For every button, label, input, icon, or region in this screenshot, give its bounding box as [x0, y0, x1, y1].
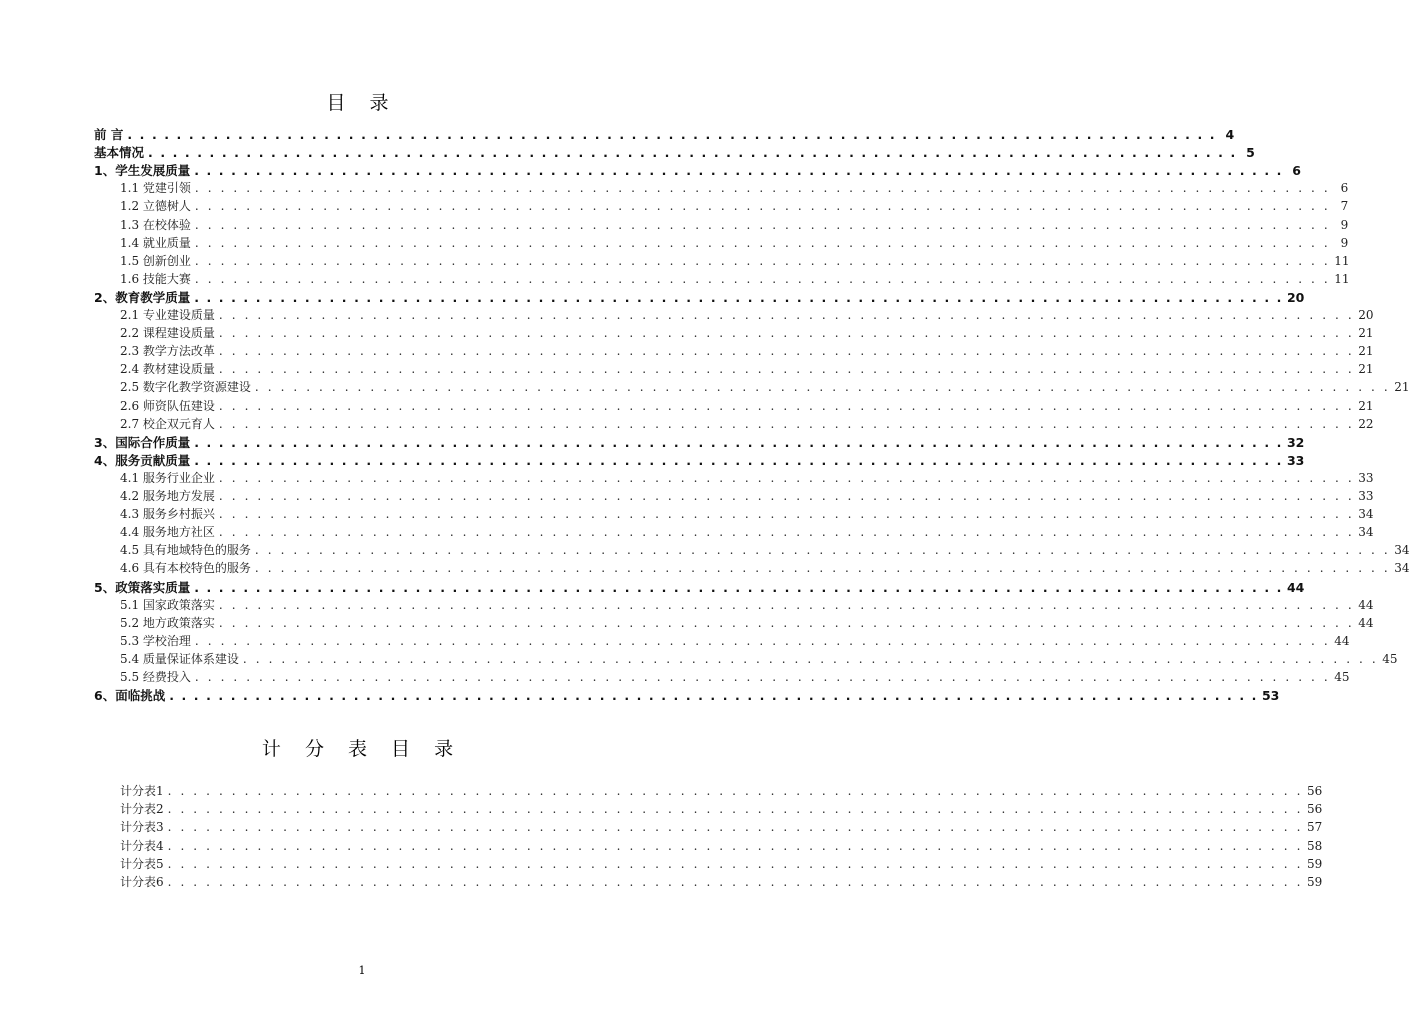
toc-entry-page: 20: [1286, 290, 1305, 305]
toc-entry[interactable]: [120, 596, 1374, 614]
score-toc-entry-label: 计分表3: [120, 820, 164, 834]
toc-entry-page: 20: [1358, 308, 1374, 322]
toc-leader-dots: . . . . . . . . . . . . . . . . . . . . . . . . . . . . . . . . . . . . . . . . . . . . . . . . . . . . . . . . . . . . . . . . . . . . . . . . . . . . . . . . . . . . . . . . .: [194, 453, 1283, 468]
toc-leader-dots: . . . . . . . . . . . . . . . . . . . . . . . . . . . . . . . . . . . . . . . . . . . . . . . . . . . . . . . . . . . . . . . . . . . . . . . . . . . . . . . . . . . . . . . . .: [218, 399, 1355, 413]
toc-leader-dots: . . . . . . . . . . . . . . . . . . . . . . . . . . . . . . . . . . . . . . . . . . . . . . . . . . . . . . . . . . . . . . . . . . . . . . . . . . . . . . . . . . . . . . . . .: [194, 254, 1331, 268]
score-toc-entry-label: 计分表4: [120, 839, 164, 853]
toc-leader-dots: . . . . . . . . . . . . . . . . . . . . . . . . . . . . . . . . . . . . . . . . . . . . . . . . . . . . . . . . . . . . . . . . . . . . . . . . . . . . . . . . . . . . . . . . .: [194, 163, 1283, 178]
toc-leader-dots: . . . . . . . . . . . . . . . . . . . . . . . . . . . . . . . . . . . . . . . . . . . . . . . . . . . . . . . . . . . . . . . . . . . . . . . . . . . . . . . . . . . . . . . . .: [194, 634, 1331, 648]
toc-entry[interactable]: [120, 541, 1410, 559]
toc-leader-dots: . . . . . . . . . . . . . . . . . . . . . . . . . . . . . . . . . . . . . . . . . . . . . . . . . . . . . . . . . . . . . . . . . . . . . . . . . . . . . . . . . . . . . . . . .: [218, 507, 1355, 521]
toc-entry-label: 5、政策落实质量: [94, 580, 191, 595]
toc-entry-label: 2、教育教学质量: [94, 290, 191, 305]
score-toc-leader-dots: . . . . . . . . . . . . . . . . . . . . . . . . . . . . . . . . . . . . . . . . . . . . . . . . . . . . . . . . . . . . . . . . . . . . . . . . . . . . . . . . . . . . . . . . .: [167, 857, 1303, 871]
toc-entry[interactable]: [94, 433, 1305, 451]
score-toc-entry-page: 59: [1307, 875, 1323, 889]
score-toc-leader-dots: . . . . . . . . . . . . . . . . . . . . . . . . . . . . . . . . . . . . . . . . . . . . . . . . . . . . . . . . . . . . . . . . . . . . . . . . . . . . . . . . . . . . . . . . .: [167, 839, 1303, 853]
toc-entry-page: 11: [1334, 272, 1350, 286]
toc-entry[interactable]: [94, 143, 1255, 161]
score-toc-entry[interactable]: [120, 873, 1323, 891]
toc-entry-label: 2.1 专业建设质量: [120, 308, 215, 322]
toc-leader-dots: . . . . . . . . . . . . . . . . . . . . . . . . . . . . . . . . . . . . . . . . . . . . . . . . . . . . . . . . . . . . . . . . . . . . . . . . . . . . . . . . . . . . . . . . .: [218, 525, 1355, 539]
toc-entry[interactable]: [120, 469, 1374, 487]
toc-leader-dots: . . . . . . . . . . . . . . . . . . . . . . . . . . . . . . . . . . . . . . . . . . . . . . . . . . . . . . . . . . . . . . . . . . . . . . . . . . . . . . . . . . . . . . . . .: [194, 181, 1331, 195]
score-toc-entry[interactable]: [120, 782, 1323, 800]
toc-entry[interactable]: [94, 578, 1305, 596]
toc-entry[interactable]: [94, 288, 1305, 306]
toc-entry-page: 45: [1334, 670, 1350, 684]
toc-entry[interactable]: [94, 161, 1301, 179]
toc-entry-page: 34: [1394, 561, 1410, 575]
toc-leader-dots: . . . . . . . . . . . . . . . . . . . . . . . . . . . . . . . . . . . . . . . . . . . . . . . . . . . . . . . . . . . . . . . . . . . . . . . . . . . . . . . . . . . . . . . . .: [218, 362, 1355, 376]
toc-entry-page: 21: [1394, 380, 1410, 394]
toc-entry[interactable]: [120, 559, 1410, 577]
toc-entry-label: 4.3 服务乡村振兴: [120, 507, 215, 521]
toc-leader-dots: . . . . . . . . . . . . . . . . . . . . . . . . . . . . . . . . . . . . . . . . . . . . . . . . . . . . . . . . . . . . . . . . . . . . . . . . . . . . . . . . . . . . . . . . .: [218, 489, 1355, 503]
toc-leader-dots: . . . . . . . . . . . . . . . . . . . . . . . . . . . . . . . . . . . . . . . . . . . . . . . . . . . . . . . . . . . . . . . . . . . . . . . . . . . . . . . . . . . . . . . . .: [194, 435, 1283, 450]
toc-entry-page: 7: [1340, 199, 1349, 213]
toc-leader-dots: . . . . . . . . . . . . . . . . . . . . . . . . . . . . . . . . . . . . . . . . . . . . . . . . . . . . . . . . . . . . . . . . . . . . . . . . . . . . . . . . . . . . . . . . .: [169, 688, 1258, 703]
toc-entry-page: 5: [1246, 145, 1255, 160]
toc-entry[interactable]: [120, 505, 1374, 523]
toc-entry-label: 4.6 具有本校特色的服务: [120, 561, 251, 575]
toc-leader-dots: . . . . . . . . . . . . . . . . . . . . . . . . . . . . . . . . . . . . . . . . . . . . . . . . . . . . . . . . . . . . . . . . . . . . . . . . . . . . . . . . . . . . . . . . .: [127, 127, 1217, 142]
toc-entry[interactable]: [120, 324, 1374, 342]
toc-entry-page: 21: [1358, 362, 1374, 376]
toc-entry[interactable]: [120, 197, 1349, 215]
toc-entry-label: 5.5 经费投入: [120, 670, 191, 684]
toc-entry-label: 2.6 师资队伍建设: [120, 399, 215, 413]
toc-leader-dots: . . . . . . . . . . . . . . . . . . . . . . . . . . . . . . . . . . . . . . . . . . . . . . . . . . . . . . . . . . . . . . . . . . . . . . . . . . . . . . . . . . . . . . . . .: [194, 218, 1331, 232]
toc-entry-label: 5.4 质量保证体系建设: [120, 652, 239, 666]
toc-entry[interactable]: [120, 523, 1374, 541]
toc-entry-label: 基本情况: [94, 145, 145, 160]
toc-entry-page: 9: [1340, 218, 1349, 232]
toc-entry[interactable]: [120, 342, 1374, 360]
toc-entry-page: 4: [1225, 127, 1235, 142]
toc-leader-dots: . . . . . . . . . . . . . . . . . . . . . . . . . . . . . . . . . . . . . . . . . . . . . . . . . . . . . . . . . . . . . . . . . . . . . . . . . . . . . . . . . . . . . . . . .: [242, 652, 1379, 666]
score-toc-entry[interactable]: [120, 837, 1323, 855]
toc-entry-label: 4.2 服务地方发展: [120, 489, 215, 503]
score-toc-entry-label: 计分表5: [120, 857, 164, 871]
score-toc-entry-label: 计分表6: [120, 875, 164, 889]
toc-leader-dots: . . . . . . . . . . . . . . . . . . . . . . . . . . . . . . . . . . . . . . . . . . . . . . . . . . . . . . . . . . . . . . . . . . . . . . . . . . . . . . . . . . . . . . . . .: [254, 380, 1391, 394]
toc-entry-label: 3、国际合作质量: [94, 435, 191, 450]
toc-entry-page: 44: [1358, 598, 1374, 612]
toc-leader-dots: . . . . . . . . . . . . . . . . . . . . . . . . . . . . . . . . . . . . . . . . . . . . . . . . . . . . . . . . . . . . . . . . . . . . . . . . . . . . . . . . . . . . . . . . .: [218, 326, 1355, 340]
toc-entry[interactable]: [120, 632, 1350, 650]
toc-entry-label: 1.1 党建引领: [120, 181, 191, 195]
toc-entry[interactable]: [120, 378, 1410, 396]
toc-entry-page: 9: [1340, 236, 1349, 250]
toc-entry-label: 5.1 国家政策落实: [120, 598, 215, 612]
toc-entry-page: 6: [1292, 163, 1301, 178]
toc-entry[interactable]: [120, 487, 1374, 505]
toc-leader-dots: . . . . . . . . . . . . . . . . . . . . . . . . . . . . . . . . . . . . . . . . . . . . . . . . . . . . . . . . . . . . . . . . . . . . . . . . . . . . . . . . . . . . . . . . .: [218, 598, 1355, 612]
toc-entry[interactable]: [120, 668, 1350, 686]
toc-leader-dots: . . . . . . . . . . . . . . . . . . . . . . . . . . . . . . . . . . . . . . . . . . . . . . . . . . . . . . . . . . . . . . . . . . . . . . . . . . . . . . . . . . . . . . . . .: [218, 344, 1355, 358]
score-toc-entry-page: 56: [1307, 784, 1323, 798]
toc-leader-dots: . . . . . . . . . . . . . . . . . . . . . . . . . . . . . . . . . . . . . . . . . . . . . . . . . . . . . . . . . . . . . . . . . . . . . . . . . . . . . . . . . . . . . . . . .: [194, 199, 1331, 213]
toc-entry-page: 33: [1358, 489, 1374, 503]
toc-entry[interactable]: [120, 234, 1349, 252]
toc-entry[interactable]: [94, 686, 1280, 704]
toc-entry[interactable]: [120, 650, 1398, 668]
toc-entry[interactable]: [120, 397, 1374, 415]
toc-leader-dots: . . . . . . . . . . . . . . . . . . . . . . . . . . . . . . . . . . . . . . . . . . . . . . . . . . . . . . . . . . . . . . . . . . . . . . . . . . . . . . . . . . . . . . . . .: [218, 308, 1355, 322]
toc-leader-dots: . . . . . . . . . . . . . . . . . . . . . . . . . . . . . . . . . . . . . . . . . . . . . . . . . . . . . . . . . . . . . . . . . . . . . . . . . . . . . . . . . . . . . . . . .: [254, 543, 1391, 557]
page-number: 1: [358, 964, 366, 977]
score-toc-leader-dots: . . . . . . . . . . . . . . . . . . . . . . . . . . . . . . . . . . . . . . . . . . . . . . . . . . . . . . . . . . . . . . . . . . . . . . . . . . . . . . . . . . . . . . . . .: [167, 784, 1303, 798]
toc-entry-page: 34: [1358, 507, 1374, 521]
toc-entry-label: 2.2 课程建设质量: [120, 326, 215, 340]
toc-leader-dots: . . . . . . . . . . . . . . . . . . . . . . . . . . . . . . . . . . . . . . . . . . . . . . . . . . . . . . . . . . . . . . . . . . . . . . . . . . . . . . . . . . . . . . . . .: [218, 616, 1355, 630]
score-toc-entry[interactable]: [120, 855, 1323, 873]
toc-entry-label: 2.5 数字化教学资源建设: [120, 380, 251, 394]
score-toc-leader-dots: . . . . . . . . . . . . . . . . . . . . . . . . . . . . . . . . . . . . . . . . . . . . . . . . . . . . . . . . . . . . . . . . . . . . . . . . . . . . . . . . . . . . . . . . .: [167, 875, 1303, 889]
toc-entry-page: 22: [1358, 417, 1374, 431]
toc-entry-label: 6、面临挑战: [94, 688, 166, 703]
toc-entry-page: 11: [1334, 254, 1350, 268]
toc-entry[interactable]: [120, 415, 1374, 433]
toc-title: 目 录: [326, 92, 398, 114]
toc-leader-dots: . . . . . . . . . . . . . . . . . . . . . . . . . . . . . . . . . . . . . . . . . . . . . . . . . . . . . . . . . . . . . . . . . . . . . . . . . . . . . . . . . . . . . . . . .: [194, 580, 1283, 595]
toc-entry-page: 21: [1358, 399, 1374, 413]
toc-entry-label: 2.3 教学方法改革: [120, 344, 215, 358]
toc-entry-label: 5.2 地方政策落实: [120, 616, 215, 630]
score-toc-leader-dots: . . . . . . . . . . . . . . . . . . . . . . . . . . . . . . . . . . . . . . . . . . . . . . . . . . . . . . . . . . . . . . . . . . . . . . . . . . . . . . . . . . . . . . . . .: [167, 820, 1303, 834]
toc-leader-dots: . . . . . . . . . . . . . . . . . . . . . . . . . . . . . . . . . . . . . . . . . . . . . . . . . . . . . . . . . . . . . . . . . . . . . . . . . . . . . . . . . . . . . . . . .: [194, 290, 1283, 305]
toc-entry-page: 21: [1358, 326, 1374, 340]
toc-entry[interactable]: [120, 614, 1374, 632]
toc-entry-label: 2.4 教材建设质量: [120, 362, 215, 376]
score-toc-entry-page: 57: [1307, 820, 1323, 834]
score-toc-entry-page: 59: [1307, 857, 1323, 871]
toc-entry-label: 1、学生发展质量: [94, 163, 191, 178]
score-toc-entry-page: 58: [1307, 839, 1323, 853]
toc-entry-page: 45: [1382, 652, 1398, 666]
toc-entry[interactable]: [120, 216, 1349, 234]
toc-entry[interactable]: [120, 252, 1350, 270]
toc-leader-dots: . . . . . . . . . . . . . . . . . . . . . . . . . . . . . . . . . . . . . . . . . . . . . . . . . . . . . . . . . . . . . . . . . . . . . . . . . . . . . . . . . . . . . . . . .: [254, 561, 1391, 575]
toc-entry-page: 33: [1286, 453, 1305, 468]
score-toc-leader-dots: . . . . . . . . . . . . . . . . . . . . . . . . . . . . . . . . . . . . . . . . . . . . . . . . . . . . . . . . . . . . . . . . . . . . . . . . . . . . . . . . . . . . . . . . .: [167, 802, 1303, 816]
toc-entry-page: 33: [1358, 471, 1374, 485]
toc-entry-label: 5.3 学校治理: [120, 634, 191, 648]
toc-entry-label: 1.2 立德树人: [120, 199, 191, 213]
toc-leader-dots: . . . . . . . . . . . . . . . . . . . . . . . . . . . . . . . . . . . . . . . . . . . . . . . . . . . . . . . . . . . . . . . . . . . . . . . . . . . . . . . . . . . . . . . . .: [218, 471, 1355, 485]
toc-entry-label: 2.7 校企双元育人: [120, 417, 215, 431]
score-toc-entry[interactable]: [120, 800, 1323, 818]
toc-entry-page: 34: [1394, 543, 1410, 557]
toc-entry[interactable]: [120, 306, 1374, 324]
toc-entry-page: 21: [1358, 344, 1374, 358]
toc-entry[interactable]: [120, 179, 1349, 197]
toc-entry-page: 34: [1358, 525, 1374, 539]
toc-leader-dots: . . . . . . . . . . . . . . . . . . . . . . . . . . . . . . . . . . . . . . . . . . . . . . . . . . . . . . . . . . . . . . . . . . . . . . . . . . . . . . . . . . . . . . . . .: [194, 236, 1331, 250]
toc-entry[interactable]: [120, 270, 1350, 288]
score-toc-entry-label: 计分表1: [120, 784, 164, 798]
toc-leader-dots: . . . . . . . . . . . . . . . . . . . . . . . . . . . . . . . . . . . . . . . . . . . . . . . . . . . . . . . . . . . . . . . . . . . . . . . . . . . . . . . . . . . . . . . . .: [194, 272, 1331, 286]
toc-entry-label: 4、服务贡献质量: [94, 453, 191, 468]
toc-leader-dots: . . . . . . . . . . . . . . . . . . . . . . . . . . . . . . . . . . . . . . . . . . . . . . . . . . . . . . . . . . . . . . . . . . . . . . . . . . . . . . . . . . . . . . . . .: [194, 670, 1331, 684]
toc-entry[interactable]: [120, 360, 1374, 378]
toc-entry-page: 44: [1334, 634, 1350, 648]
toc-entry-page: 53: [1261, 688, 1280, 703]
toc-entry[interactable]: [94, 125, 1235, 143]
toc-entry-label: 4.1 服务行业企业: [120, 471, 215, 485]
toc-leader-dots: . . . . . . . . . . . . . . . . . . . . . . . . . . . . . . . . . . . . . . . . . . . . . . . . . . . . . . . . . . . . . . . . . . . . . . . . . . . . . . . . . . . . . . . . .: [148, 145, 1237, 160]
toc-entry[interactable]: [94, 451, 1305, 469]
toc-entry-page: 6: [1340, 181, 1349, 195]
toc-entry-label: 1.3 在校体验: [120, 218, 191, 232]
toc-entry-page: 44: [1358, 616, 1374, 630]
toc-entry-label: 1.6 技能大赛: [120, 272, 191, 286]
toc-entry-label: 4.5 具有地域特色的服务: [120, 543, 251, 557]
toc-leader-dots: . . . . . . . . . . . . . . . . . . . . . . . . . . . . . . . . . . . . . . . . . . . . . . . . . . . . . . . . . . . . . . . . . . . . . . . . . . . . . . . . . . . . . . . . .: [218, 417, 1355, 431]
toc-entry-label: 1.4 就业质量: [120, 236, 191, 250]
score-toc-entry-label: 计分表2: [120, 802, 164, 816]
score-toc-entry-page: 56: [1307, 802, 1323, 816]
toc-entry-page: 44: [1286, 580, 1305, 595]
toc-entry-label: 4.4 服务地方社区: [120, 525, 215, 539]
toc-entry-label: 1.5 创新创业: [120, 254, 191, 268]
score-toc-entry[interactable]: [120, 818, 1323, 836]
score-table-toc-title: 计 分 表 目 录: [261, 738, 463, 760]
toc-entry-label: 前 言: [94, 127, 124, 142]
toc-entry-page: 32: [1286, 435, 1305, 450]
